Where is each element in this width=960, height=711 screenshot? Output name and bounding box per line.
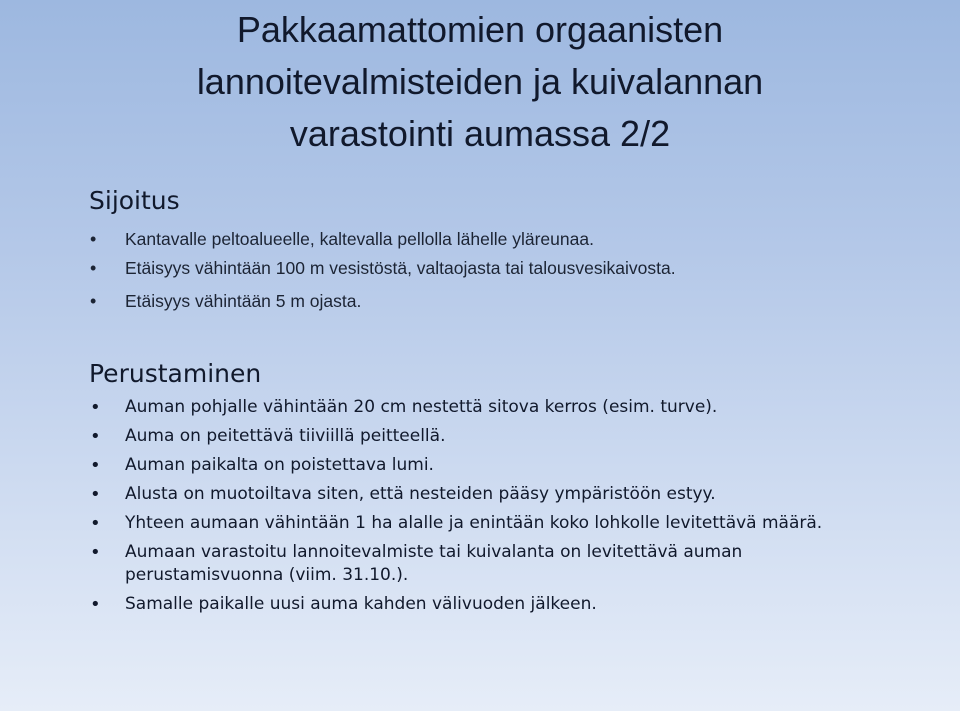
- list-item: [90, 396, 905, 419]
- list-item: [90, 425, 905, 448]
- list-item: [90, 483, 905, 506]
- bullet-icon: •: [90, 513, 101, 534]
- list-item-text: Etäisyys vähintään 5 m ojasta.: [125, 291, 362, 311]
- bullet-icon: •: [90, 455, 101, 476]
- bullet-list-sijoitus: [90, 226, 676, 317]
- list-item-text: Aumaan varastoitu lannoitevalmiste tai kuivalanta on levitettävä auman perustamisvuonna (viim. 31.10.).: [125, 542, 743, 585]
- list-item-text: Kantavalle peltoalueelle, kaltevalla pellolla lähelle yläreunaa.: [125, 229, 594, 249]
- bullet-icon: •: [90, 229, 97, 249]
- list-item: [90, 541, 905, 587]
- list-item: [90, 512, 905, 535]
- bullet-list-perustaminen: [90, 396, 905, 622]
- section-heading-perustaminen: Perustaminen: [89, 359, 262, 388]
- bullet-icon: •: [90, 397, 101, 418]
- section-heading-sijoitus: Sijoitus: [89, 186, 180, 215]
- list-item: [90, 288, 676, 317]
- list-item-text: Samalle paikalle uusi auma kahden välivuoden jälkeen.: [125, 594, 597, 614]
- title-line: lannoitevalmisteiden ja kuivalannan: [196, 61, 764, 102]
- list-item: [90, 255, 676, 284]
- list-item: [90, 454, 905, 477]
- bullet-icon: •: [90, 594, 101, 615]
- bullet-icon: •: [90, 258, 97, 278]
- list-item: [90, 593, 905, 616]
- bullet-icon: •: [90, 291, 97, 311]
- list-item: [90, 226, 676, 255]
- bullet-icon: •: [90, 542, 101, 563]
- list-item-text: Etäisyys vähintään 100 m vesistöstä, valtaojasta tai talousvesikaivosta.: [125, 258, 676, 278]
- slide-title: [100, 4, 860, 160]
- title-line: Pakkaamattomien orgaanisten: [236, 9, 724, 50]
- list-item-text: Yhteen aumaan vähintään 1 ha alalle ja enintään koko lohkolle levitettävä määrä.: [125, 513, 823, 533]
- list-item-text: Auma on peitettävä tiiviillä peitteellä.: [125, 426, 446, 446]
- list-item-text: Alusta on muotoiltava siten, että nesteiden pääsy ympäristöön estyy.: [125, 484, 716, 504]
- bullet-icon: •: [90, 426, 101, 447]
- bullet-icon: •: [90, 484, 101, 505]
- title-line: varastointi aumassa 2/2: [289, 113, 671, 154]
- list-item-text: Auman paikalta on poistettava lumi.: [125, 455, 434, 475]
- list-item-text: Auman pohjalle vähintään 20 cm nestettä sitova kerros (esim. turve).: [125, 397, 718, 417]
